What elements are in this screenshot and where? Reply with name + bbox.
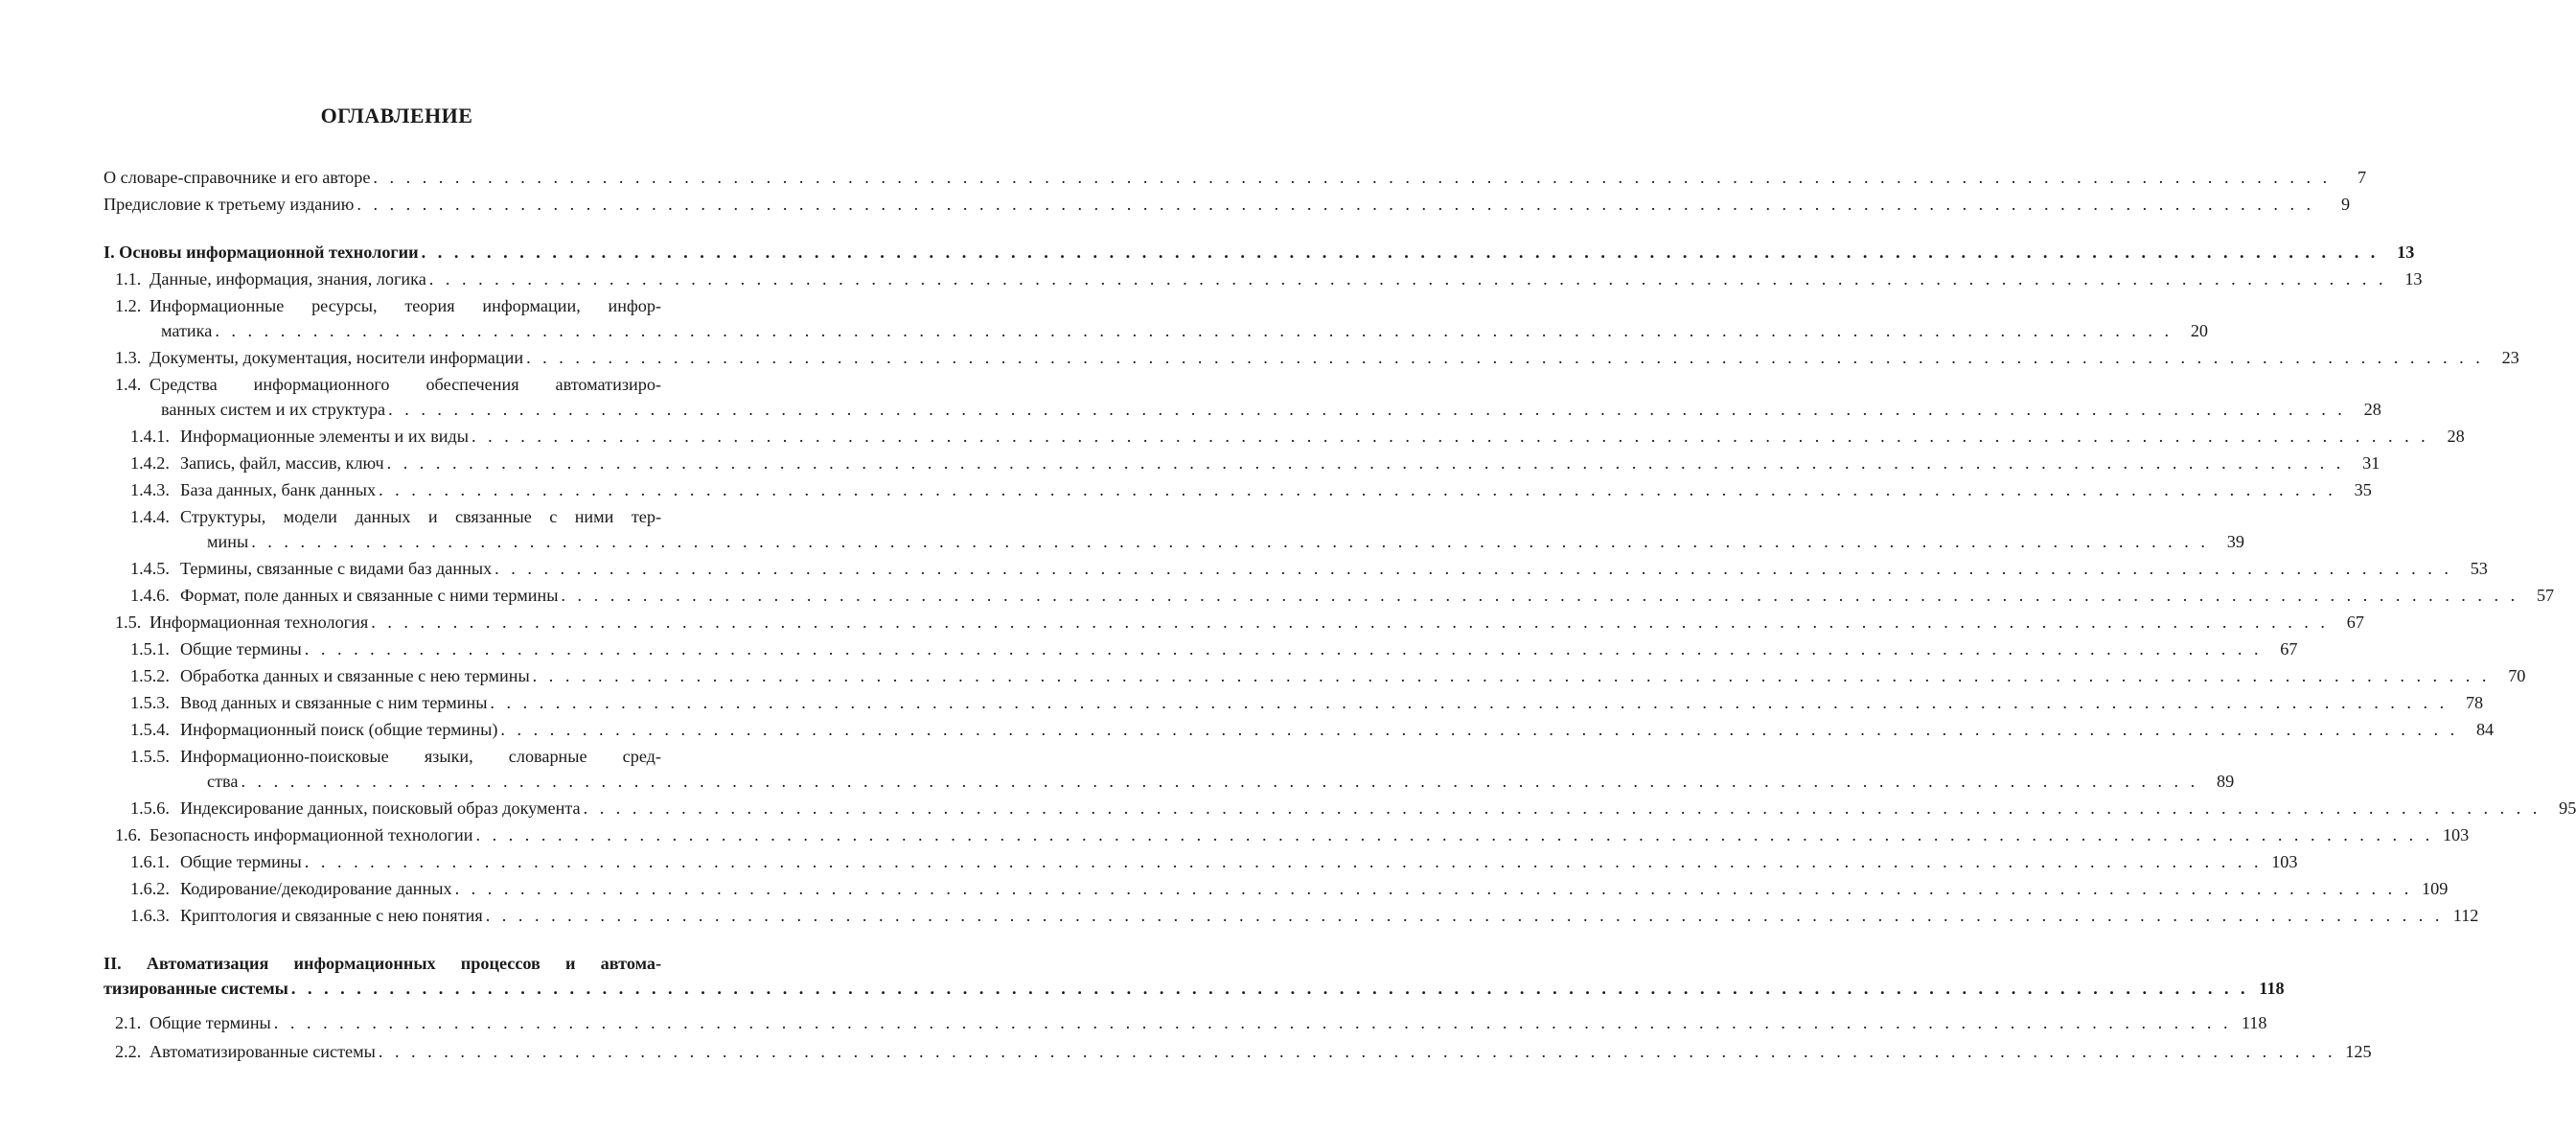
leader-dots: . . . . . . . . . . . . . . . . . . . . . . . . . . . . . . . . . . . . . . . . . . . . . . . . . . . . . . . . . . . . . . . . . . . . . . . . . . . . . . . . . . . . . . . . . . . . . . . . . . . . . . . . . . . . . . . . . . . . . . . . <box>490 693 2449 712</box>
toc-entry-number: 1.6.2. <box>130 879 170 898</box>
toc-page-number: 109 <box>2422 879 2449 898</box>
toc-page-number: 39 <box>2226 532 2244 551</box>
leader-dots: . . . . . . . . . . . . . . . . . . . . . . . . . . . . . . . . . . . . . . . . . . . . . . . . . . . . . . . . . . . . . . . . . . . . . . . . . . . . . . . . . . . . . . . . . . . . . . . . . . . . . . . . . . . . . . . . . . . . . . . . <box>475 825 2434 844</box>
toc-entry[interactable] <box>104 424 2465 449</box>
toc-page-number: 31 <box>2362 453 2380 473</box>
toc-entry-title: Автоматизированные системы <box>150 1042 376 1061</box>
toc-page-number: 53 <box>2470 559 2488 578</box>
toc-page-number: 118 <box>2259 979 2285 998</box>
leader-dots: . . . . . . . . . . . . . . . . . . . . . . . . . . . . . . . . . . . . . . . . . . . . . . . . . . . . . . . . . . . . . . . . . . . . . . . . . . . . . . . . . . . . . . . . . . . . . . . . . . . . . . . . . . . . . . . . . . . . . . . . <box>273 1013 2232 1032</box>
toc-page-number: 20 <box>2190 321 2209 340</box>
toc-entry-line <box>130 477 2372 502</box>
toc-entry-line <box>130 424 2465 449</box>
toc-entry-title: База данных, банк данных <box>180 480 377 499</box>
leader-dots: . . . . . . . . . . . . . . . . . . . . . . . . . . . . . . . . . . . . . . . . . . . . . . . . . . . . . . . . . . . . . . . . . . . . . . . . . . . . . . . . . . . . . . . . . . . . . . . . . . . . . . . . . . . . . . . . . . . . . . . . <box>304 639 2263 659</box>
leader-dots: . . . . . . . . . . . . . . . . . . . . . . . . . . . . . . . . . . . . . . . . . . . . . . . . . . . . . . . . . . . . . . . . . . . . . . . . . . . . . . . . . . . . . . . . . . . . . . . . . . . . . . . . . . . . . . . . . . . . . . . . <box>373 168 2332 187</box>
toc-entry-number: 1.4. <box>115 375 142 394</box>
leader-dots: . . . . . . . . . . . . . . . . . . . . . . . . . . . . . . . . . . . . . . . . . . . . . . . . . . . . . . . . . . . . . . . . . . . . . . . . . . . . . . . . . . . . . . . . . . . . . . . . . . . . . . . . . . . . . . . . . . . . . . . . <box>494 559 2452 578</box>
toc-entry[interactable] <box>104 192 2351 217</box>
leader-dots: . . . . . . . . . . . . . . . . . . . . . . . . . . . . . . . . . . . . . . . . . . . . . . . . . . . . . . . . . . . . . . . . . . . . . . . . . . . . . . . . . . . . . . . . . . . . . . . . . . . . . . . . . . . . . . . . . . . . . . . . <box>371 613 2329 632</box>
toc-entry-continuation <box>130 769 2235 794</box>
leader-dots: . . . . . . . . . . . . . . . . . . . . . . . . . . . . . . . . . . . . . . . . . . . . . . . . . . . . . . . . . . . . . . . . . . . . . . . . . . . . . . . . . . . . . . . . . . . . . . . . . . . . . . . . . . . . . . . . . . . . . . . . <box>379 480 2336 499</box>
toc-entry-line <box>130 556 2488 581</box>
toc-page-number: 28 <box>2447 427 2465 446</box>
toc-entry-number: 2.1. <box>115 1013 142 1032</box>
leader-dots: . . . . . . . . . . . . . . . . . . . . . . . . . . . . . . . . . . . . . . . . . . . . . . . . . . . . . . . . . . . . . . . . . . . . . . . . . . . . . . . . . . . . . . . . . . . . . . . . . . . . . . . . . . . . . . . . . . . . . . . . <box>485 906 2444 925</box>
toc-page-number: 103 <box>2442 825 2470 844</box>
toc-entry-title: Структуры, модели данных и связанные с ними тер- <box>180 507 661 526</box>
toc-entry-line <box>130 583 2555 608</box>
toc-entry[interactable] <box>104 744 2235 794</box>
toc-page-number: 9 <box>2341 195 2351 214</box>
toc-entry[interactable] <box>104 849 2298 874</box>
leader-dots: . . . . . . . . . . . . . . . . . . . . . . . . . . . . . . . . . . . . . . . . . . . . . . . . . . . . . . . . . . . . . . . . . . . . . . . . . . . . . . . . . . . . . . . . . . . . . . . . . . . . . . . . . . . . . . . . . . . . . . . . <box>215 321 2174 340</box>
toc-entry-line <box>115 1039 2372 1064</box>
toc-entry-title: Безопасность информационной технологии <box>150 825 473 844</box>
toc-entry-line <box>130 451 2380 475</box>
toc-entry-title-cont: ванных систем и их структура <box>161 400 386 419</box>
toc-page-number: 13 <box>2397 243 2415 262</box>
leader-dots: . . . . . . . . . . . . . . . . . . . . . . . . . . . . . . . . . . . . . . . . . . . . . . . . . . . . . . . . . . . . . . . . . . . . . . . . . . . . . . . . . . . . . . . . . . . . . . . . . . . . . . . . . . . . . . . . . . . . . . . . <box>386 453 2345 473</box>
leader-dots: . . . . . . . . . . . . . . . . . . . . . . . . . . . . . . . . . . . . . . . . . . . . . . . . . . . . . . . . . . . . . . . . . . . . . . . . . . . . . . . . . . . . . . . . . . . . . . . . . . . . . . . . . . . . . . . . . . . . . . . . <box>290 979 2249 998</box>
toc-entry-title: Запись, файл, массив, ключ <box>180 453 384 473</box>
toc-page-number: 67 <box>2346 613 2364 632</box>
toc-entry-line <box>130 796 2576 821</box>
leader-dots: . . . . . . . . . . . . . . . . . . . . . . . . . . . . . . . . . . . . . . . . . . . . . . . . . . . . . . . . . . . . . . . . . . . . . . . . . . . . . . . . . . . . . . . . . . . . . . . . . . . . . . . . . . . . . . . . . . . . . . . . <box>500 720 2459 739</box>
toc-entry-title: Информационные элементы и их виды <box>180 427 469 446</box>
toc-entry-number: 1.6.1. <box>130 852 170 871</box>
toc-entry-title: Термины, связанные с видами баз данных <box>180 559 493 578</box>
toc-entry-line <box>130 903 2479 928</box>
toc-entry-continuation <box>104 976 2285 1001</box>
leader-dots: . . . . . . . . . . . . . . . . . . . . . . . . . . . . . . . . . . . . . . . . . . . . . . . . . . . . . . . . . . . . . . . . . . . . . . . . . . . . . . . . . . . . . . . . . . . . . . . . . . . . . . . . . . . . . . . . . . . . . . . . <box>241 772 2199 791</box>
toc-entry-title: Криптология и связанные с нею понятия <box>180 906 483 925</box>
toc-entry-number: 1.4.6. <box>130 586 170 605</box>
toc-entry-title: Информационная технология <box>150 613 369 632</box>
toc-entry[interactable] <box>104 293 2209 343</box>
toc-entry-title: Данные, информация, знания, логика <box>150 269 426 289</box>
toc-page-number: 118 <box>2241 1013 2267 1032</box>
toc-entry[interactable] <box>104 165 2367 190</box>
page-title: ОГЛАВЛЕНИЕ <box>320 104 473 127</box>
toc-entry[interactable] <box>104 796 2576 821</box>
toc-entry[interactable] <box>104 663 2526 688</box>
toc-entry-title: II. Автоматизация информационных процессов и автома- <box>104 954 661 973</box>
toc-entry-title: Индексирование данных, поисковый образ документа <box>180 798 581 818</box>
toc-entry-title: О словаре-справочнике и его авторе <box>104 168 371 187</box>
toc-entry-title: Кодирование/декодирование данных <box>180 879 452 898</box>
toc-page-number: 57 <box>2536 586 2555 605</box>
leader-dots: . . . . . . . . . . . . . . . . . . . . . . . . . . . . . . . . . . . . . . . . . . . . . . . . . . . . . . . . . . . . . . . . . . . . . . . . . . . . . . . . . . . . . . . . . . . . . . . . . . . . . . . . . . . . . . . . . . . . . . . . <box>304 852 2263 871</box>
leader-dots: . . . . . . . . . . . . . . . . . . . . . . . . . . . . . . . . . . . . . . . . . . . . . . . . . . . . . . . . . . . . . . . . . . . . . . . . . . . . . . . . . . . . . . . . . . . . . . . . . . . . . . . . . . . . . . . . . . . . . . . . <box>532 666 2491 685</box>
toc-entry-number: 1.4.5. <box>130 559 170 578</box>
toc-entry-line <box>130 717 2495 742</box>
toc-entry-number: 1.4.3. <box>130 480 170 499</box>
toc-entry-line <box>115 266 2423 291</box>
toc-entry-line <box>104 240 2415 265</box>
toc-entry-continuation <box>115 318 2209 343</box>
toc-entry[interactable] <box>104 822 2470 847</box>
toc-entry[interactable] <box>104 240 2415 265</box>
leader-dots: . . . . . . . . . . . . . . . . . . . . . . . . . . . . . . . . . . . . . . . . . . . . . . . . . . . . . . . . . . . . . . . . . . . . . . . . . . . . . . . . . . . . . . . . . . . . . . . . . . . . . . . . . . . . . . . . . . . . . . . . <box>251 532 2209 551</box>
toc-entry-number: 1.5.2. <box>130 666 170 685</box>
leader-dots: . . . . . . . . . . . . . . . . . . . . . . . . . . . . . . . . . . . . . . . . . . . . . . . . . . . . . . . . . . . . . . . . . . . . . . . . . . . . . . . . . . . . . . . . . . . . . . . . . . . . . . . . . . . . . . . . . . . . . . . . <box>583 798 2542 818</box>
toc-entry-number: 1.2. <box>115 296 142 315</box>
toc-page-number: 23 <box>2501 348 2519 367</box>
leader-dots: . . . . . . . . . . . . . . . . . . . . . . . . . . . . . . . . . . . . . . . . . . . . . . . . . . . . . . . . . . . . . . . . . . . . . . . . . . . . . . . . . . . . . . . . . . . . . . . . . . . . . . . . . . . . . . . . . . . . . . . . <box>472 427 2429 446</box>
toc-entry[interactable] <box>104 1010 2267 1035</box>
toc-entry-line <box>115 345 2519 370</box>
toc-page-number: 89 <box>2216 772 2235 791</box>
toc-entry-number: 1.4.2. <box>130 453 170 473</box>
toc-entry-line <box>115 610 2364 635</box>
toc-entry-first-line <box>104 951 694 976</box>
toc-entry-first-line <box>115 372 694 397</box>
toc-entry-title-cont: мины <box>207 532 249 551</box>
toc-entry-line <box>130 849 2298 874</box>
toc-entry-line <box>104 165 2367 190</box>
toc-entry-title-cont: ства <box>207 772 239 791</box>
leader-dots: . . . . . . . . . . . . . . . . . . . . . . . . . . . . . . . . . . . . . . . . . . . . . . . . . . . . . . . . . . . . . . . . . . . . . . . . . . . . . . . . . . . . . . . . . . . . . . . . . . . . . . . . . . . . . . . . . . . . . . . . <box>421 243 2380 262</box>
toc-entry-line <box>130 636 2298 661</box>
toc-entry-title: Предисловие к третьему изданию <box>104 195 355 214</box>
toc-entry[interactable] <box>104 372 2381 422</box>
toc-page-number: 103 <box>2271 852 2298 871</box>
toc-entry-title: Общие термины <box>180 852 302 871</box>
toc-entry-number: 1.5.1. <box>130 639 170 659</box>
toc-page-number: 125 <box>2345 1042 2372 1061</box>
leader-dots: . . . . . . . . . . . . . . . . . . . . . . . . . . . . . . . . . . . . . . . . . . . . . . . . . . . . . . . . . . . . . . . . . . . . . . . . . . . . . . . . . . . . . . . . . . . . . . . . . . . . . . . . . . . . . . . . . . . . . . . . <box>428 269 2387 289</box>
toc-entry-number: 1.5.3. <box>130 693 170 712</box>
toc-entry[interactable] <box>104 903 2479 928</box>
toc-entry[interactable] <box>104 556 2488 581</box>
toc-entry-line <box>104 192 2351 217</box>
toc-page-number: 28 <box>2363 400 2381 419</box>
toc-page-number: 95 <box>2559 798 2576 818</box>
toc-entry-line <box>130 876 2449 901</box>
toc-page-number: 112 <box>2452 906 2479 925</box>
toc-entry[interactable] <box>104 477 2372 502</box>
toc-entry-title: I. Основы информационной технологии <box>104 243 419 262</box>
toc-entry-first-line <box>115 293 694 318</box>
toc-entry-title: Информационный поиск (общие термины) <box>180 720 498 739</box>
toc-entry-number: 2.2. <box>115 1042 142 1061</box>
toc-entry-number: 1.5. <box>115 613 142 632</box>
toc-entry[interactable] <box>104 610 2364 635</box>
toc-page-number: 78 <box>2465 693 2484 712</box>
toc-entry-number: 1.6. <box>115 825 142 844</box>
toc-entry-title-cont: матика <box>161 321 213 340</box>
toc-entry-title: Документы, документация, носители информации <box>150 348 524 367</box>
leader-dots: . . . . . . . . . . . . . . . . . . . . . . . . . . . . . . . . . . . . . . . . . . . . . . . . . . . . . . . . . . . . . . . . . . . . . . . . . . . . . . . . . . . . . . . . . . . . . . . . . . . . . . . . . . . . . . . . . . . . . . . . <box>378 1042 2336 1061</box>
toc-entry-line <box>115 822 2470 847</box>
toc-entry-continuation <box>130 529 2244 554</box>
toc-entry-number: 1.6.3. <box>130 906 170 925</box>
toc-entry-title: Информационные ресурсы, теория информации, инфор- <box>150 296 661 315</box>
toc-entry[interactable] <box>104 1039 2372 1064</box>
toc-entry[interactable] <box>104 266 2423 291</box>
toc-page-number: 70 <box>2508 666 2526 685</box>
toc-entry-number: 1.1. <box>115 269 142 289</box>
toc-entry-number: 1.5.5. <box>130 747 170 766</box>
toc-entry[interactable] <box>104 636 2298 661</box>
toc-entry-number: 1.3. <box>115 348 142 367</box>
toc-page-number: 67 <box>2280 639 2298 659</box>
table-of-contents <box>104 165 2576 1064</box>
toc-entry[interactable] <box>104 951 2285 1001</box>
toc-entry-number: 1.4.4. <box>130 507 170 526</box>
leader-dots: . . . . . . . . . . . . . . . . . . . . . . . . . . . . . . . . . . . . . . . . . . . . . . . . . . . . . . . . . . . . . . . . . . . . . . . . . . . . . . . . . . . . . . . . . . . . . . . . . . . . . . . . . . . . . . . . . . . . . . . . <box>454 879 2413 898</box>
toc-entry[interactable] <box>104 690 2484 715</box>
toc-entry-first-line <box>130 504 694 529</box>
leader-dots: . . . . . . . . . . . . . . . . . . . . . . . . . . . . . . . . . . . . . . . . . . . . . . . . . . . . . . . . . . . . . . . . . . . . . . . . . . . . . . . . . . . . . . . . . . . . . . . . . . . . . . . . . . . . . . . . . . . . . . . . <box>356 195 2315 214</box>
toc-entry-first-line <box>130 744 694 769</box>
toc-entry-number: 1.4.1. <box>130 427 170 446</box>
toc-entry-title: Средства информационного обеспечения автоматизиро- <box>150 375 661 394</box>
toc-entry-line <box>115 1010 2267 1035</box>
toc-entry[interactable] <box>104 583 2555 608</box>
leader-dots: . . . . . . . . . . . . . . . . . . . . . . . . . . . . . . . . . . . . . . . . . . . . . . . . . . . . . . . . . . . . . . . . . . . . . . . . . . . . . . . . . . . . . . . . . . . . . . . . . . . . . . . . . . . . . . . . . . . . . . . . <box>388 400 2346 419</box>
leader-dots: . . . . . . . . . . . . . . . . . . . . . . . . . . . . . . . . . . . . . . . . . . . . . . . . . . . . . . . . . . . . . . . . . . . . . . . . . . . . . . . . . . . . . . . . . . . . . . . . . . . . . . . . . . . . . . . . . . . . . . . . <box>526 348 2484 367</box>
toc-entry-title: Информационно-поисковые языки, словарные сред- <box>180 747 661 766</box>
toc-entry[interactable] <box>104 345 2519 370</box>
toc-entry-line <box>130 690 2484 715</box>
toc-page-number: 13 <box>2404 269 2423 289</box>
leader-dots: . . . . . . . . . . . . . . . . . . . . . . . . . . . . . . . . . . . . . . . . . . . . . . . . . . . . . . . . . . . . . . . . . . . . . . . . . . . . . . . . . . . . . . . . . . . . . . . . . . . . . . . . . . . . . . . . . . . . . . . . <box>561 586 2519 605</box>
toc-page-number: 7 <box>2358 168 2367 187</box>
toc-entry-title-cont: тизированные системы <box>104 979 288 998</box>
toc-entry-title: Ввод данных и связанные с ним термины <box>180 693 488 712</box>
toc-entry[interactable] <box>104 876 2449 901</box>
toc-entry-line <box>130 663 2526 688</box>
toc-entry[interactable] <box>104 717 2495 742</box>
toc-entry-title: Обработка данных и связанные с нею термины <box>180 666 530 685</box>
toc-page-number: 84 <box>2475 720 2495 739</box>
toc-entry-continuation <box>115 397 2381 422</box>
toc-entry-number: 1.5.6. <box>130 798 170 818</box>
toc-entry-title: Общие термины <box>180 639 302 659</box>
toc-entry-number: 1.5.4. <box>130 720 170 739</box>
toc-page-number: 35 <box>2354 480 2372 499</box>
toc-entry[interactable] <box>104 451 2380 475</box>
toc-entry[interactable] <box>104 504 2244 554</box>
toc-entry-title: Общие термины <box>150 1013 271 1032</box>
toc-entry-title: Формат, поле данных и связанные с ними термины <box>180 586 559 605</box>
